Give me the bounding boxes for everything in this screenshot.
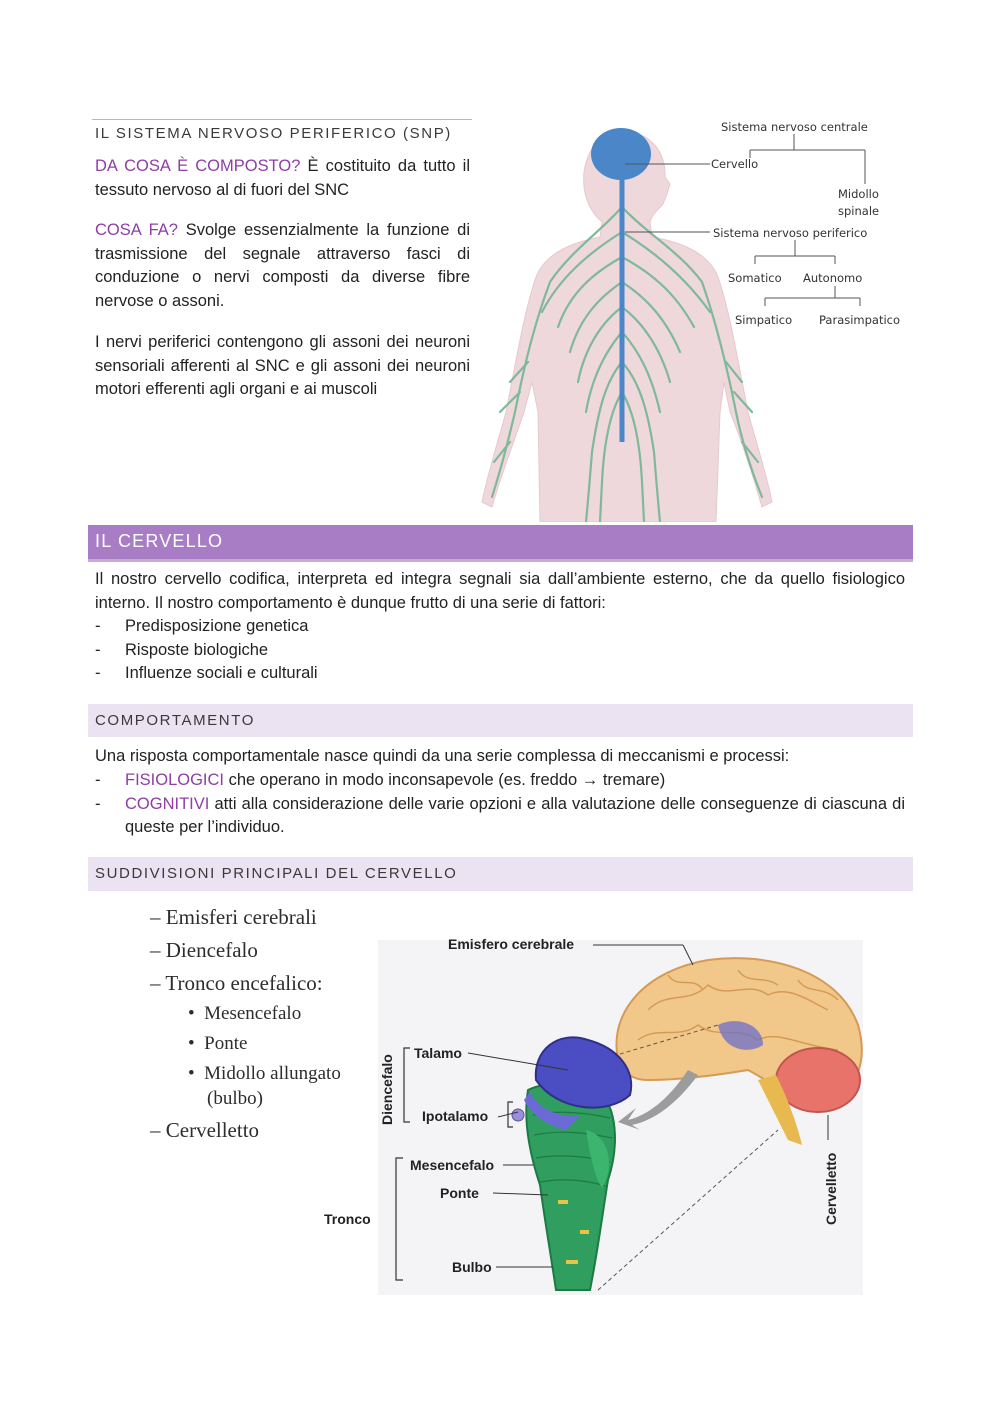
label-sympathetic: Simpatico [735,313,793,327]
label-spinal-2: spinale [838,204,880,218]
body-silhouette [482,132,772,522]
label-emisfero: Emisfero cerebrale [448,936,575,952]
factors-list [95,615,895,686]
mechanism-physiological-text: che operano in modo inconsapevole (es. freddo → tremare) [224,771,666,789]
label-parasympathetic: Parasimpatico [819,313,901,327]
label-talamo: Talamo [414,1045,462,1061]
list-item: - Predisposizione genetica [95,615,895,639]
brain-anatomy-figure [318,930,866,1300]
label-somatic: Somatico [728,271,782,285]
label-ponte: Ponte [440,1185,479,1201]
snp-paragraph-composition [95,155,470,202]
label-spinal-1: Midollo [838,187,879,201]
comportamento-intro: Una risposta comportamentale nasce quindi da una serie complessa di meccanismi e processi: [95,747,790,765]
suddivisioni-title: SUDDIVISIONI PRINCIPALI DEL CERVELLO [95,865,458,882]
snp-title-rule [92,119,472,120]
label-mesencefalo: Mesencefalo [410,1157,495,1173]
brain-blob [591,128,651,180]
mechanism-physiological: FISIOLOGICI [125,771,225,789]
division-subitem: • Mesencefalo [188,1003,302,1024]
list-item: - Risposte biologiche [95,639,895,663]
label-autonomic: Autonomo [803,271,863,285]
comportamento-title: COMPORTAMENTO [95,712,255,729]
nervous-system-figure [480,112,915,522]
label-brain: Cervello [711,157,759,171]
division-subitem: • Ponte [188,1033,248,1054]
label-diencefalo: Diencefalo [379,1054,395,1125]
list-item [95,793,905,840]
snp-answer-function: Svolge essenzialmente la funzione di trasmissione del segnale attraverso fasci di conduzione o nervi composti da diverse fibre nervose o assoni. [95,221,470,310]
suddivisioni-header-bar [88,857,913,891]
snp-title: IL SISTEMA NERVOSO PERIFERICO (SNP) [95,125,452,142]
list-item [95,769,905,793]
label-tronco: Tronco [324,1211,371,1227]
division-item: – Emisferi cerebrali [150,905,317,929]
list-item: - Influenze sociali e culturali [95,662,895,686]
cerebellum-shape [776,1048,860,1112]
mechanism-cognitive-text: atti alla considerazione delle varie opzioni e alla valutazione delle conseguenze di ciascuna di queste per l’individuo. [125,794,905,836]
cervello-header-bar [88,525,913,562]
comportamento-header-bar [88,704,913,737]
label-bulbo: Bulbo [452,1259,492,1275]
snp-paragraph-function [95,219,470,313]
mechanism-cognitive: COGNITIVI [125,794,210,813]
division-subitem: • Midollo allungato [188,1063,341,1084]
snp-answer-composition: È costituito da tutto il tessuto nervoso al di fuori del SNC [95,157,470,199]
division-item: – Diencefalo [150,938,258,962]
mechanisms-list [95,769,905,840]
snp-question-function: COSA FA? [95,221,178,239]
label-ipotalamo: Ipotalamo [422,1108,489,1124]
cervello-title: IL CERVELLO [95,531,224,551]
snp-paragraph-nerves: I nervi periferici contengono gli assoni dei neuroni sensoriali afferenti al SNC e gli assoni dei neuroni motori efferenti agli organi e ai muscoli [95,333,470,398]
pituitary [512,1109,524,1121]
division-subitem: (bulbo) [207,1088,263,1109]
label-peripheral-system: Sistema nervoso periferico [713,226,868,240]
division-item: – Tronco encefalico: [150,971,323,995]
division-item: – Cervelletto [150,1118,260,1142]
snp-question-composition: DA COSA È COMPOSTO? [95,157,301,175]
label-central-system: Sistema nervoso centrale [721,120,868,134]
cervello-intro: Il nostro cervello codifica, interpreta ed integra segnali sia dall’ambiente esterno, che da quello fisiologico interno. Il nostro comportamento è dunque frutto di una serie di fattori: [95,570,905,612]
label-cervelletto: Cervelletto [823,1152,839,1225]
